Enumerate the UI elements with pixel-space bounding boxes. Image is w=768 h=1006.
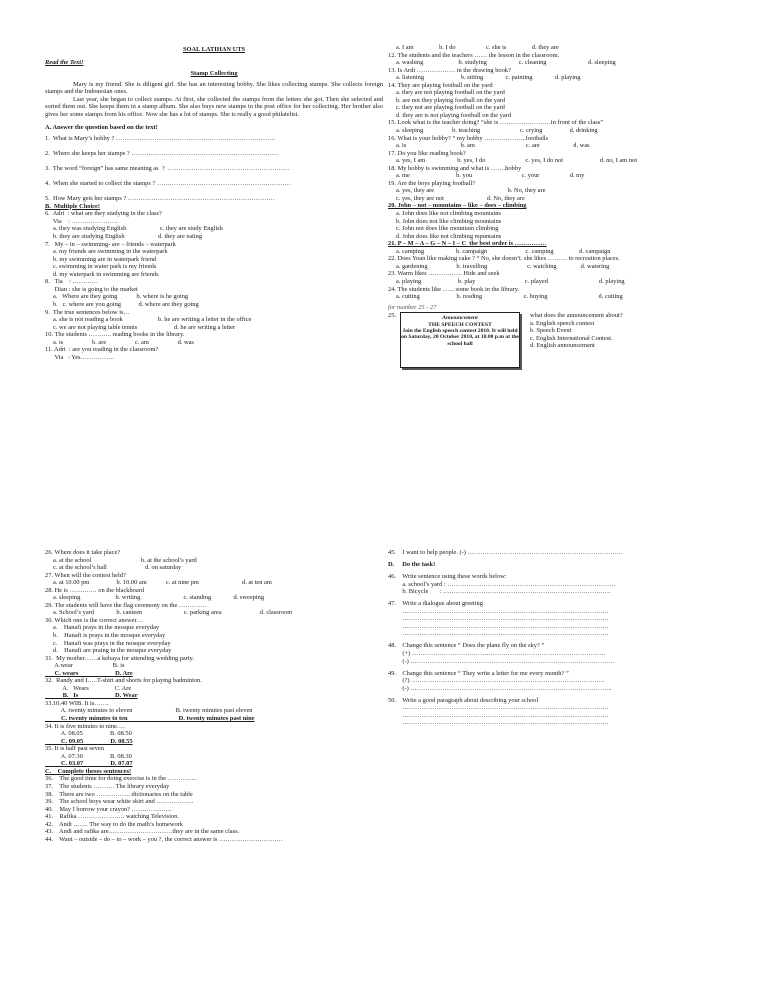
read-text-instruction: Read the Text! [45, 58, 84, 66]
text-line: 24. The students like …... some book in the library. [388, 285, 520, 293]
text-line: c. at the school’s hall d. on saturday [45, 564, 182, 572]
text-line: 2. Where she keeps her stamps ? …………………………………………………………… [45, 150, 279, 158]
text-line: c. John not does like mountain climbing [388, 225, 499, 233]
text-line: 3. The word “foreign” has same meaning as ? ………………………………………………… [45, 165, 290, 173]
text-line: 23. Warm likes ……………. Hide and seek [388, 270, 500, 278]
text-line: (-) ………………………………………………………………………………….. [388, 684, 612, 692]
text-line: 34. It is five minutes to nine…. [45, 722, 125, 730]
text-line: a. listening b. sitting c. painting d. playing [388, 74, 581, 82]
text-line: ……………………………………………………………………………………. [388, 711, 609, 719]
text-line: 9. The true sentences below is… [45, 308, 130, 316]
text-line: 17. Do you like reading book? [388, 149, 466, 157]
text-line: a. camping b. campaign c. camping d. campaign [388, 247, 611, 255]
page-bottom-left-column [45, 549, 383, 843]
question-25 [388, 312, 706, 368]
text-line: C. 09.05 D. 08.55 [45, 737, 133, 745]
text-line: a. me b. you c. your d. my [388, 172, 585, 180]
text-line: 48. Change this sentence “ Does the plane fly on the sky? ” [388, 642, 545, 650]
for-number-note: for number 25 - 27 [388, 303, 437, 311]
text-line: 5. How Mary gets her stamps ? …………………………………………………………… [45, 195, 275, 203]
text-line: 4. When she started to collect the stamps ? ……………………………………………………… [45, 180, 292, 188]
story-paragraph: Last year, she began to collect stamps. At first, she collected the stamps from the letters she got. Then she selected and sorted them out. She keeps them in a stamp album. She also buys new stamps in the post office for her collecting. Her brother also gives her some stamps from his office. Now she has a lot of stamps. She is really a good philatelist. [45, 95, 383, 118]
question-25-number: 25. [388, 312, 396, 320]
text-line: a. they are not playing football on the yard [388, 89, 505, 97]
page-bottom-right-column [388, 549, 706, 731]
question-45: 45. I want to help people. (-) ………………………………………………………………. [388, 549, 623, 556]
text-line: 42. Andi ……. The way to do the math’s homework [45, 820, 183, 828]
text-line: Via : …………………. [45, 217, 118, 225]
text-line: (-) …………………………………………………………………………………… [388, 657, 615, 665]
text-line: a. School’s yard b. canteen c. parking area d. classroom [45, 609, 293, 617]
text-line: 36. The good time for doing exercise is in the ………….. [45, 775, 197, 783]
section-d-heading: D. Do the task! [388, 561, 436, 569]
text-line: a. cutting b. reading c. buying d. cutting [388, 293, 623, 301]
text-line: 14. They are playing football on the yard [388, 81, 493, 89]
text-line: 38. There are two ……………. dictionaries on the table [45, 790, 193, 798]
question-25-option: b. Speech Event [530, 327, 572, 335]
essay-question [388, 670, 706, 693]
text-line: 19. Are the boys playing football? [388, 179, 475, 187]
worksheet-title: SOAL LATIHAN UTS [182, 46, 246, 53]
text-line: a. I am b. I do c. she is d. they are [388, 44, 559, 51]
text-line: 31. My mother……a kebaya for attending wedding party. [45, 654, 195, 662]
text-line: C. 03.07 D. 07.07 [45, 760, 133, 768]
text-line: b. my swimming are in waterpark friend [45, 255, 157, 263]
text-line: 1. What is Mary’s hobby ? ………………………………………………………………… [45, 134, 276, 142]
text-line: a. sleeping b. writing c. standing d. sweeping [45, 594, 265, 602]
text-line [45, 173, 383, 181]
text-line: Via : Yes……………. [45, 353, 115, 361]
text-line: ……………………………………………………………………………………. [388, 622, 609, 630]
text-line: b. are not they playing football on the yard [388, 96, 506, 104]
text-line: a. is b. am c. are d. was [388, 142, 590, 150]
text-line: a. school’s yard : ……………………………………………………………………. [388, 580, 616, 588]
text-line: A. twenty minutes to eleven B. twenty minutes past eleven [45, 707, 253, 715]
text-line: d. they are is not playing football on the yard [388, 111, 511, 119]
text-line: (?) ………………………………………………………………………………. [388, 677, 605, 685]
text-line: Dian : she is going to the market [45, 285, 138, 293]
question-25-option: c. English International Contest. [530, 334, 613, 342]
page-top-right-column [388, 44, 706, 368]
text-line: a. they was studying English c. they are study English [45, 225, 223, 233]
text-line [45, 142, 383, 150]
text-line: C. wears D. Are [45, 669, 133, 677]
text-line: 12. The students and the teachers …… the lesson in the classroom. [388, 51, 560, 59]
text-line: 15. Look what is the teacher doing? “she is ……………………in front of the class” [388, 119, 604, 127]
question-25-question: what does the announcement about? [530, 312, 623, 320]
text-line: a. washing b. studying c. cleaning d. sleeping [388, 59, 616, 67]
text-line: a. gardening b. travelling c. watching d. watering [388, 262, 610, 270]
essay-question [388, 642, 706, 665]
text-line: (+) ………………………………………………………………………………. [388, 650, 606, 658]
text-line: ……………………………………………………………………………………. [388, 615, 609, 623]
text-line: 47. Write a dialogue about greeting [388, 600, 483, 608]
text-line: a. is b. are c. am d. was [45, 338, 194, 346]
text-line: 10. The students ……….. reading books in the library. [45, 331, 185, 339]
text-line: A. 07.30 B. 08.30 [45, 752, 132, 760]
text-line: 32. Randy and I…..T-shirt and shorts for playing badminton. [45, 677, 202, 685]
essay-question [388, 697, 706, 727]
text-line: a. at the school b. at the school’s yard [45, 556, 197, 564]
text-line [45, 158, 383, 166]
text-line: C. Complete theses sentences! [45, 767, 132, 775]
text-line: c. they not are playing football on the yard [388, 104, 505, 112]
story-title: Stamp Collecting [190, 70, 238, 78]
text-line: A.wear B. is [45, 662, 125, 670]
text-line: b. John does not like climbing mountains [388, 217, 502, 225]
text-line: 37. The students ………. The library everyday [45, 782, 170, 790]
announcement-heading: Announcement [442, 315, 478, 322]
question-25-text [520, 312, 623, 368]
text-line: b. Hanafi is prays in the mosque everyday [45, 632, 166, 640]
text-line: 43. Andi and rafika are…………………………they are in the same class. [45, 828, 240, 836]
essay-items [388, 573, 706, 727]
text-line: C. twenty minutes to ten D. twenty minutes past nine [45, 715, 255, 723]
announcement-title: THE SPEECH CONTEST [428, 321, 492, 328]
text-line: 18. My hobby is swimming and what is …….hobby [388, 164, 522, 172]
text-line: ……………………………………………………………………………………. [388, 630, 609, 638]
text-line: B. Multiple Choice! [45, 202, 101, 210]
page-top-left-column [45, 44, 383, 361]
column-lines [45, 135, 383, 361]
text-line: a. Hanafi prays in the mosque everyday [45, 624, 160, 632]
text-line: a. playing b. play c. played d. playing [388, 277, 625, 285]
text-line: 7. My – in – swimming- are – friends – waterpark [45, 240, 176, 248]
text-line: 39. The school boys wear white skirt and ……………... [45, 798, 194, 806]
text-line: b. c. where are you going d. where are they going [45, 300, 199, 308]
text-line: 11. Adri : are you reading in the classroom? [45, 346, 159, 354]
text-line: c. yes, they are not d. No, they are [388, 194, 525, 202]
question-25-option: d. English announcement [530, 342, 595, 350]
text-line: c. Hanafi was prays in the mosque everyday [45, 639, 171, 647]
text-line: ……………………………………………………………………………………. [388, 607, 609, 615]
text-line: 33.10.40 WIB. It is……. [45, 699, 109, 707]
text-line: 6. Adri : what are they studying in the class? [45, 210, 162, 218]
text-line: 46. Write sentence using these words below: [388, 573, 507, 581]
column-lines [45, 549, 383, 843]
text-line: d. John does like not climbing mpuntains [388, 232, 502, 240]
essay-question [388, 600, 706, 638]
text-line: a. Where are they going b. where is he going [45, 293, 189, 301]
text-line: B. Is D. Wear [45, 692, 138, 700]
text-line: 44. Want – outside – do – to – work – you ?, the correct answer is ………………………… [45, 835, 283, 843]
text-line: 13. Is Ardi ……………… in the drawing book? [388, 66, 511, 74]
text-line: a. my friends are swimming in the waterpark [45, 248, 168, 256]
text-line: A. 08.05 B. 08.50 [45, 730, 132, 738]
text-line: d. my waterpark in swimming are friends [45, 270, 159, 278]
text-line: 21. P – M – A – G – N – I – C the best order is …………… [388, 240, 547, 248]
announcement-body: Join the English speech contest 2010. It will held on Saturday, 20 October 2010, at 10.00 p.m at the school hall [401, 327, 519, 347]
text-line: a. sleeping b. teaching c. crying d. drinking [388, 127, 598, 135]
text-line: b. Bicycle : ……………………………………………………………………. [388, 588, 611, 596]
text-line: 41. Rafika …………………. watching Television. [45, 813, 179, 821]
text-line: a. she is not reading a book b. he are writing a letter in the office [45, 316, 252, 324]
text-line: 30. Which one is the correct answer… [45, 616, 144, 624]
text-line: A. Wears C. Are [45, 684, 132, 692]
column-lines [388, 44, 706, 301]
text-line: a. John does like not climbing mountains [388, 210, 501, 218]
text-line: 35. It is half past seven [45, 745, 104, 753]
text-line: 26. Where does it take place? [45, 549, 121, 556]
text-line: 28. He is …………. on the blackboard [45, 586, 145, 594]
text-line: b. they are studying English d. they are eating [45, 233, 203, 241]
essay-question [388, 573, 706, 596]
announcement-box [400, 312, 520, 368]
text-line: 16. What is your hobby? “ my hobby ………………..footballs [388, 134, 549, 142]
question-25-option: a. English speech contest [530, 319, 595, 327]
section-a-heading: A. Answer the question based on the text! [45, 124, 158, 132]
text-line: 20. John – not – mountains – like – does – climbing [388, 202, 527, 210]
text-line [45, 188, 383, 196]
text-line: a. at 10.00 pm b. 10.00 am c. at nine pm d. at ten am [45, 579, 272, 587]
text-line: 27. When will the contest held? [45, 571, 126, 579]
text-line: 40. May I borrow your crayon? ………………. [45, 805, 172, 813]
text-line: a. yes, I am b. yes, I do c. yes, I do not d. no, I am not [388, 157, 638, 165]
text-line: ……………………………………………………………………………………. [388, 719, 609, 727]
text-line: 50. Write a good paragraph about describing your school [388, 696, 539, 704]
text-line: ……………………………………………………………………………………. [388, 704, 609, 712]
text-line: 29. The students will have the flag ceremony on the …………. [45, 601, 207, 609]
text-line: 49. Change this sentence “ They write a letter for me every month? ” [388, 669, 569, 677]
text-line: c. swimming in water park is my friends [45, 263, 157, 271]
text-line: 8. Tia : ………… [45, 278, 99, 286]
text-line: d. Hanafi are praing in the mosque everyday [45, 647, 172, 655]
story-paragraph: Mary is my friend. She is diligent girl. She has an interesting hobby. She likes collecting stamps. She collects foreign stamps and the Indonesian ones. [45, 80, 383, 96]
text-line: c. we are not playing table tennis d. he are writing a letter [45, 323, 236, 331]
text-line: 22. Does Yoan like making cake ? “ No, she doesn’t. she likes ……… to recreation places. [388, 255, 620, 263]
text-line: a. yes, they are b. No, they are [388, 187, 546, 195]
